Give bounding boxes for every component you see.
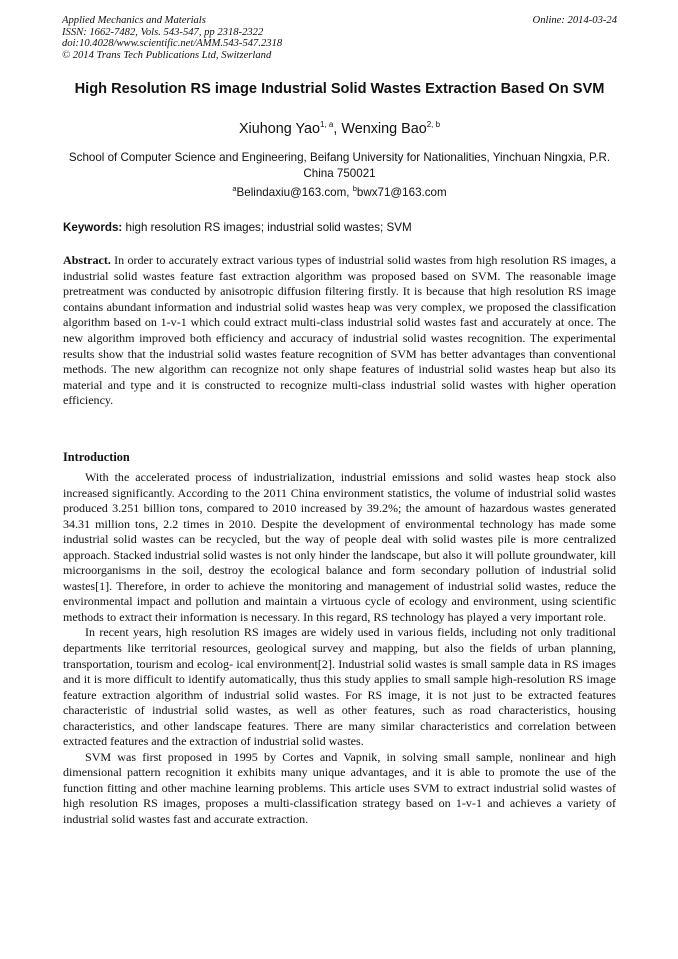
journal-name: Applied Mechanics and Materials — [62, 15, 206, 26]
email-marker: b — [352, 184, 357, 193]
email-line — [62, 185, 617, 200]
abstract-text: In order to accurately extract various types of industrial solid wastes from high resolution RS images, a industrial solid wastes feature fast extraction algorithm was proposed based on SVM. The reasonable image pretreatment was conducted by anisotropic diffusion filtering firstly. It is because that high resolution RS image contains abundant information and industrial solid wastes heap was very complex, we proposed the classification algorithm based on 1-v-1 which could extract multi-class industrial solid wastes fast and accurately at once. The new algorithm improved both efficiency and accuracy of industrial solid wastes recognition. The experimental results show that the industrial solid wastes feature recognition of SVM has better advantages than conventional methods. The new algorithm can recognize not only shape features of industrial solid wastes heap but also its material and type and it is constructed to recognize multi-class industrial solid wastes with higher operation efficiency. — [63, 253, 616, 408]
author-line — [62, 120, 617, 138]
author-affil-marker: 2, b — [426, 120, 441, 129]
doi-line: doi:10.4028/www.scientific.net/AMM.543-547.2318 — [62, 38, 283, 50]
email-address: bwx71@163.com — [356, 186, 447, 199]
copyright-line: © 2014 Trans Tech Publications Ltd, Switzerland — [62, 49, 272, 61]
keywords — [63, 221, 618, 235]
author-name: Wenxing Bao — [341, 121, 427, 137]
keywords-label: Keywords: — [63, 221, 123, 234]
online-date: Online: 2014-03-24 — [532, 15, 617, 26]
affiliation: School of Computer Science and Engineering, Beifang University for Nationalities, Yinchuan Ningxia, P.R. China 750021 — [68, 151, 611, 180]
paper-title: High Resolution RS image Industrial Solid Wastes Extraction Based On SVM — [74, 81, 605, 97]
introduction-body — [63, 470, 616, 828]
email-address: Belindaxiu@163.com — [236, 186, 347, 199]
author-affil-marker: 1, a — [320, 120, 334, 129]
email-separator: , — [346, 186, 353, 199]
abstract — [63, 253, 616, 409]
email-marker: a — [232, 184, 237, 193]
abstract-label: Abstract. — [63, 253, 111, 267]
keywords-text: high resolution RS images; industrial solid wastes; SVM — [122, 221, 412, 234]
journal-header — [62, 15, 617, 61]
intro-paragraph: With the accelerated process of industrialization, industrial emissions and solid wastes heap stock also increased significantly. According to the 2011 China environment statistics, the volume of industrial solid wastes produced 3.251 billion tons, compared to 2010 increased by 39.2%; the amount of hazardous wastes generated 34.31 million tons, 2.2 times in 2010. Despite the development of environmental technology has made some industrial solid wastes can be recycled, but the way of people deal with solid wastes pile is more centralized approach. Stacked industrial solid wastes is not only hinder the landscape, but also it will pollute groundwater, kill microorganisms in the soil, destroy the ecological balance and form secondary pollution of industrial solid wastes[1]. Therefore, in order to achieve the monitoring and management of industrial solid wastes, reduce the environmental impact and pollution and maintain a virtuous cycle of ecology and environment, using scientific methods to extract their information is necessary. In this regard, RS technology has played a very important role. — [63, 470, 616, 624]
intro-paragraph: In recent years, high resolution RS images are widely used in various fields, including not only traditional departments like territorial resources, geological survey and mapping, but also the fields of urban planning, transportation, tourism and ecolog- ical environment[2]. Industrial solid wastes is small sample data in RS images and it is more difficult to identify automatically, thus this study applies to small sample high-resolution RS image feature extraction algorithm of industrial solid wastes. For RS image, it is not just to be extracted features characteristic of industrial solid wastes, as well as other features, such as road characteristics, housing characteristics, and other landscape features. There are many similar characteristics and correlation between extracted features and the extraction of industrial solid wastes. — [63, 625, 616, 749]
issn-line: ISSN: 1662-7482, Vols. 543-547, pp 2318-2322 — [62, 26, 264, 38]
author-name: Xiuhong Yao — [238, 121, 321, 137]
section-heading-introduction: Introduction — [63, 450, 130, 464]
intro-paragraph: SVM was first proposed in 1995 by Cortes and Vapnik, in solving small sample, nonlinear and high dimensional pattern recognition it exhibits many unique advantages, and it is able to promote the use of the function fitting and other machine learning problems. This article uses SVM to extract industrial solid wastes of high resolution RS images, proposes a multi-classification strategy based on 1-v-1 and achieves a variety of industrial solid wastes fast and accurate extraction. — [63, 749, 616, 827]
author-separator: , — [333, 121, 342, 137]
